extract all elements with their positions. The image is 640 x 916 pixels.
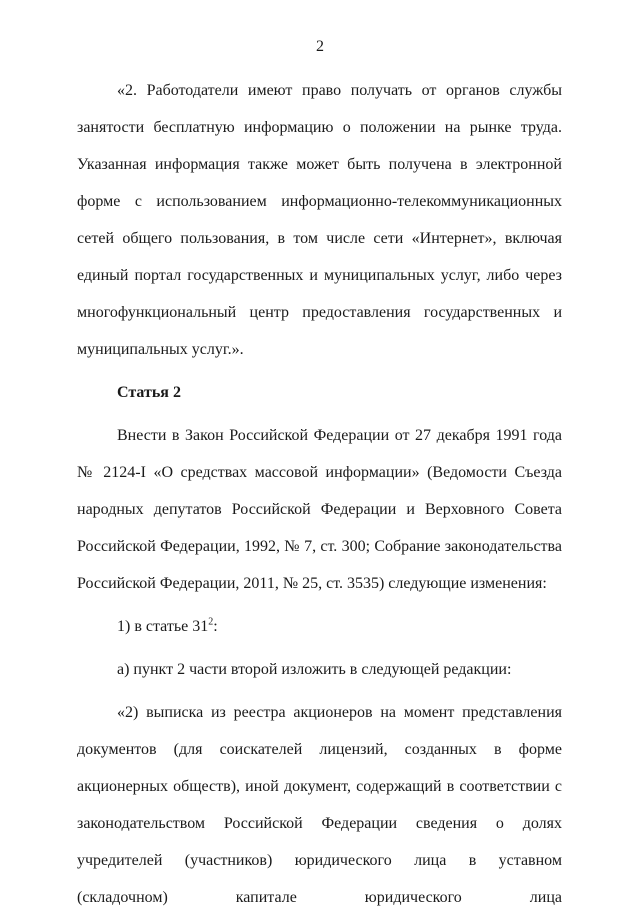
- item-1-text: 1) в статье 31: [117, 618, 209, 635]
- paragraph-employers-info: «2. Работодатели имеют право получать от органов службы занятости бесплатную информацию о положении на рынке труда. Указанная информация также может быть получена в электронной форме с использованием информационно-телекоммуникационных сетей общего пользования, в том числе сети «Интернет», включая единый портал государственных и муниципальных услуг, либо через многофункциональный центр предоставления государственных и муниципальных услуг.».: [77, 82, 562, 358]
- item-1-superscript: 2: [208, 616, 214, 628]
- paragraph-item-1: [77, 608, 562, 645]
- article-heading: Статья 2: [117, 384, 181, 401]
- item-1-tail: :: [213, 618, 218, 635]
- page-number: 2: [316, 38, 324, 55]
- paragraph-extract-registry: «2) выписка из реестра акционеров на момент представления документов (для соискателей лицензий, созданных в форме акционерных обществ), иной документ, содержащий в соответствии с законодательством Российской Федерации сведения о долях учредителей (участников) юридического лица в уставном (складочном) капитале юридического лица: [77, 704, 562, 906]
- paragraph-amend-law: Внести в Закон Российской Федерации от 27 декабря 1991 года № 2124-I «О средствах массовой информации» (Ведомости Съезда народных депутатов Российской Федерации и Верховного Совета Российской Федерации, 1992, № 7, ст. 300; Собрание законодательства Российской Федерации, 2011, № 25, ст. 3535) следующие изменения:: [77, 427, 562, 592]
- document-body: [77, 72, 562, 916]
- paragraph-item-a: а) пункт 2 части второй изложить в следующей редакции:: [117, 661, 512, 678]
